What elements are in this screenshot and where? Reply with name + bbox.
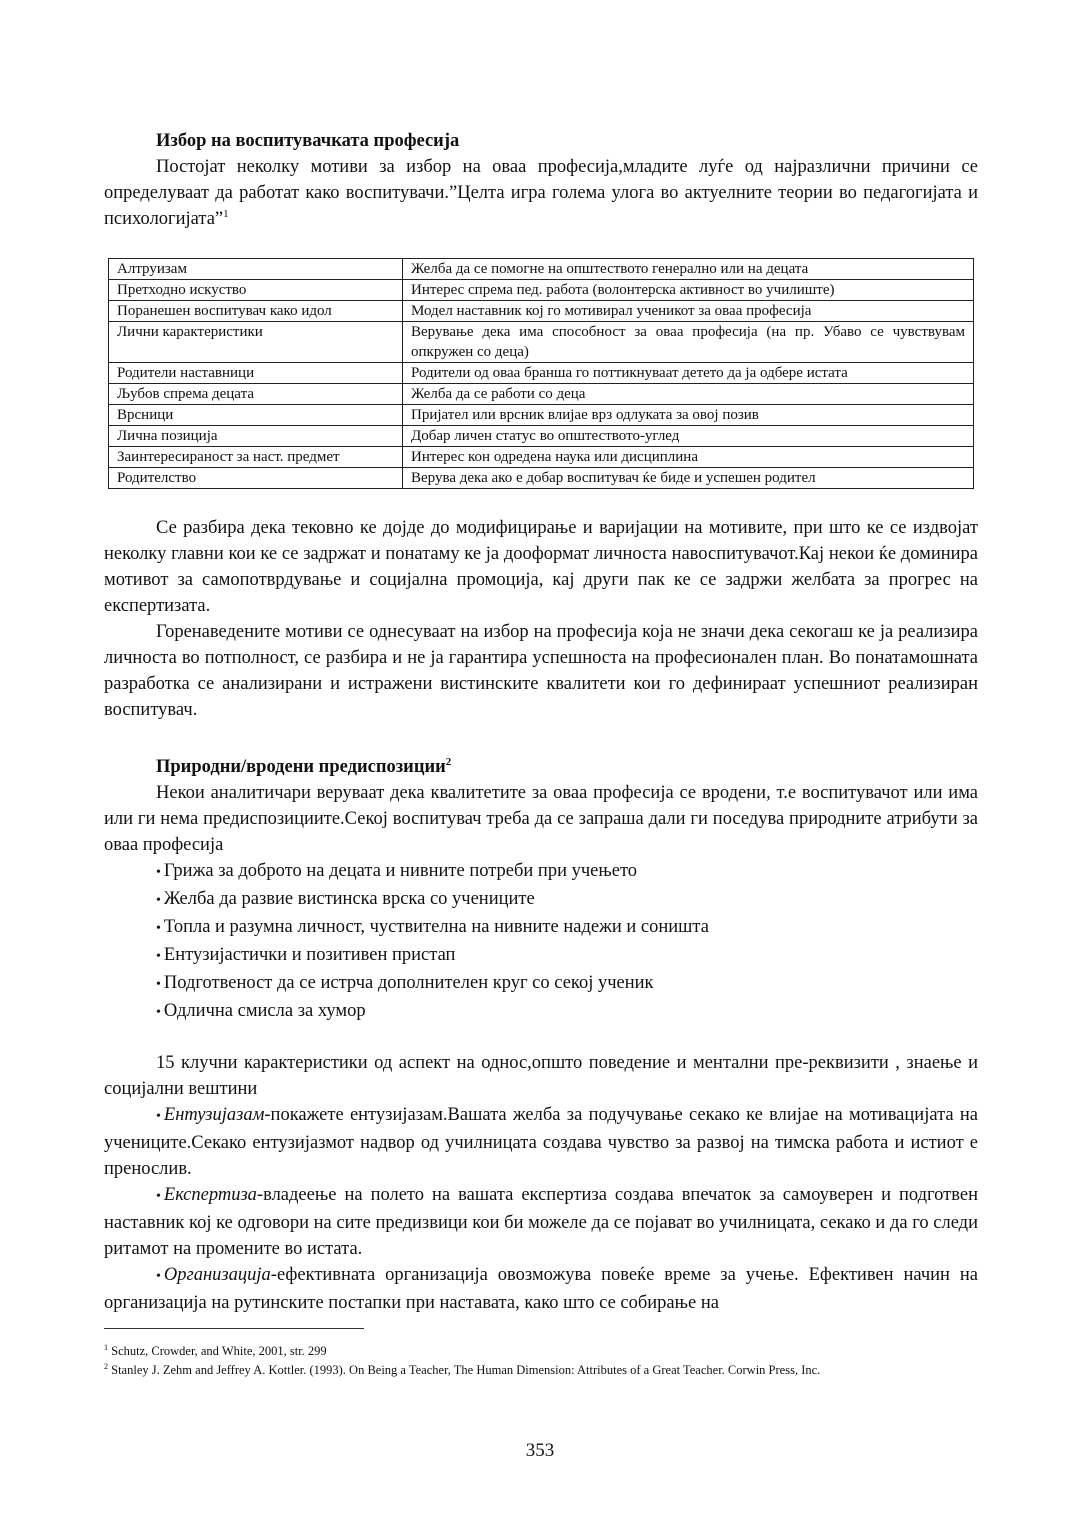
description-cell: Родители од оваа бранша го поттикнуваат детето да ја одбере истата [403,363,974,384]
table-row [109,280,974,301]
table-row [109,468,974,489]
predispositions-paragraph: Некои аналитичари веруваат дека квалитетите за оваа професија се вродени, т.е воспитувачот или има или ги нема предиспозициите.Секој воспитувач треба да се запраша дали ги поседува природните атрибути за оваа професија [104,783,978,856]
description-cell: Верување дека има способност за оваа професија (на пр. Убаво се чувствувам опкружен со деца) [403,322,974,363]
motive-cell: Претходно искуство [109,280,403,301]
footnote-2: $^2$ Stanley J. Zehm and Jeffrey A. Kottler. (1993). On Being a Teacher, The Human Dimension: Attributes of a Great Teacher. Corwin Press, Inc. [104,1362,821,1378]
bullet-icon: • [156,1189,161,1205]
bullet-icon: • [156,977,161,993]
page-number: 353 [525,1440,555,1461]
bullet-icon: • [156,893,161,909]
motive-cell: Врсници [109,405,403,426]
list-item: • Топла и разумна личност, чуствителна на нивните надежи и соништа [156,917,709,938]
bullet-icon: • [156,865,161,881]
bullet-icon: • [156,921,161,937]
description-cell: Верува дека ако е добар воспитувач ќе биде и успешен родител [403,468,974,489]
table-row [109,384,974,405]
table-row [109,447,974,468]
description-cell: Модел наставник кој го мотивирал ученикот за оваа професија [403,301,974,322]
footnotes [104,1340,1004,1378]
footnote-1: $^1$ Schutz, Crowder, and White, 2001, str. 299 [104,1343,327,1359]
motive-cell: Алтруизам [109,259,403,280]
bullet-icon: • [156,1269,161,1285]
motive-cell: Родители наставници [109,363,403,384]
intro-paragraph: Постојат неколку мотиви за избор на оваа професија,младите луѓе од најразлични причини се определуваат да работат како воспитувачи.”Целта игра голема улога во актуелните теории во педагогијата и психологијата”$^1$ [104,157,978,229]
list-item: • Одлична смисла за хумор [156,1001,366,1022]
motive-cell: Заинтересираност за наст. предмет [109,447,403,468]
section-heading-predispositions: Природни/вродени предиспозиции$^2$ [156,756,452,778]
attributes-list [104,858,978,1026]
motive-cell: Лични карактеристики [109,322,403,363]
footnote-ref-2[interactable]: 2 [445,756,452,768]
motives-summary-paragraph: Горенаведените мотиви се однесуваат на избор на професија која не значи дека секогаш ке ја реализира личноста во потполност, се разбира и не ја гарантира успешноста на професионален план. Во понатамошната разработка се анализирани и истражени вистинските квалитети кои го дефинираат успешниот реализиран воспитувач. [104,622,978,720]
description-cell: Интерес кон одредена наука или дисциплина [403,447,974,468]
description-cell: Добар личен статус во општеството-углед [403,426,974,447]
table-row [109,363,974,384]
motives-table [108,258,974,489]
list-item: • Ентузијастички и позитивен пристап [156,945,456,966]
item-organization: • Организација-ефективната организација овозможува повеќе време за учење. Ефективен начин на организација на рутинските постапки при наставата, како што се собирање на [104,1265,978,1314]
list-item: • Подготвеност да се истрча дополнителен круг со секој ученик [156,973,654,994]
table-row [109,405,974,426]
list-item: • Грижа за доброто на децата и нивните потреби при учењето [156,861,638,882]
description-cell: Желба да се помогне на општеството генерално или на децата [403,259,974,280]
footnote-ref-1[interactable]: 1 [223,207,229,220]
table-row [109,426,974,447]
page-content [104,128,978,1316]
bullet-icon: • [156,1109,161,1125]
motive-cell: Поранешен воспитувач како идол [109,301,403,322]
section-heading-profession-choice: Избор на воспитувачката професија [156,131,460,151]
item-expertise: • Експертиза-владеење на полето на вашата експертиза создава впечаток за самоуверен и подготвен наставник кој ке одговори на сите предизвици кои би можеле да се појават во училницата, секако и да го следи ритамот на промените во истата. [104,1185,978,1260]
motive-cell: Љубов спрема децата [109,384,403,405]
list-item: • Желба да развие вистинска врска со учениците [156,889,535,910]
bullet-icon: • [156,949,161,965]
motive-cell: Лична позиција [109,426,403,447]
table-row [109,301,974,322]
table-row [109,322,974,363]
description-cell: Интерес спрема пед. работа (волонтерска активност во училиште) [403,280,974,301]
footnote-divider [104,1328,364,1329]
table-row [109,259,974,280]
description-cell: Желба да се работи со деца [403,384,974,405]
item-enthusiasm: • Ентузијазам-покажете ентузијазам.Вашата желба за подучување секако ке влијае на мотивацијата на учениците.Секако ентузијазмот надвор од училницата создава чувство за развој на тимска работа и истиот е пренослив. [104,1105,978,1180]
description-cell: Пријател или врсник влијае врз одлуката за овој позив [403,405,974,426]
key-characteristics-paragraph: 15 клучни карактеристики од аспект на однос,општо поведение и ментални пре-реквизити , знаење и социјални вештини [104,1053,978,1100]
bullet-icon: • [156,1005,161,1021]
motive-cell: Родителство [109,468,403,489]
modification-paragraph: Се разбира дека тековно ке дојде до модифицирање и варијации на мотивите, при што ке се издвојат неколку главни кои ке се задржат и понатаму ке ја дооформат личноста навоспитувачот.Кај некои ќе доминира мотивот за самопотврдување и социјална промоција, кај други пак ке се задржи желбата за прогрес на експертизата. [104,518,978,616]
